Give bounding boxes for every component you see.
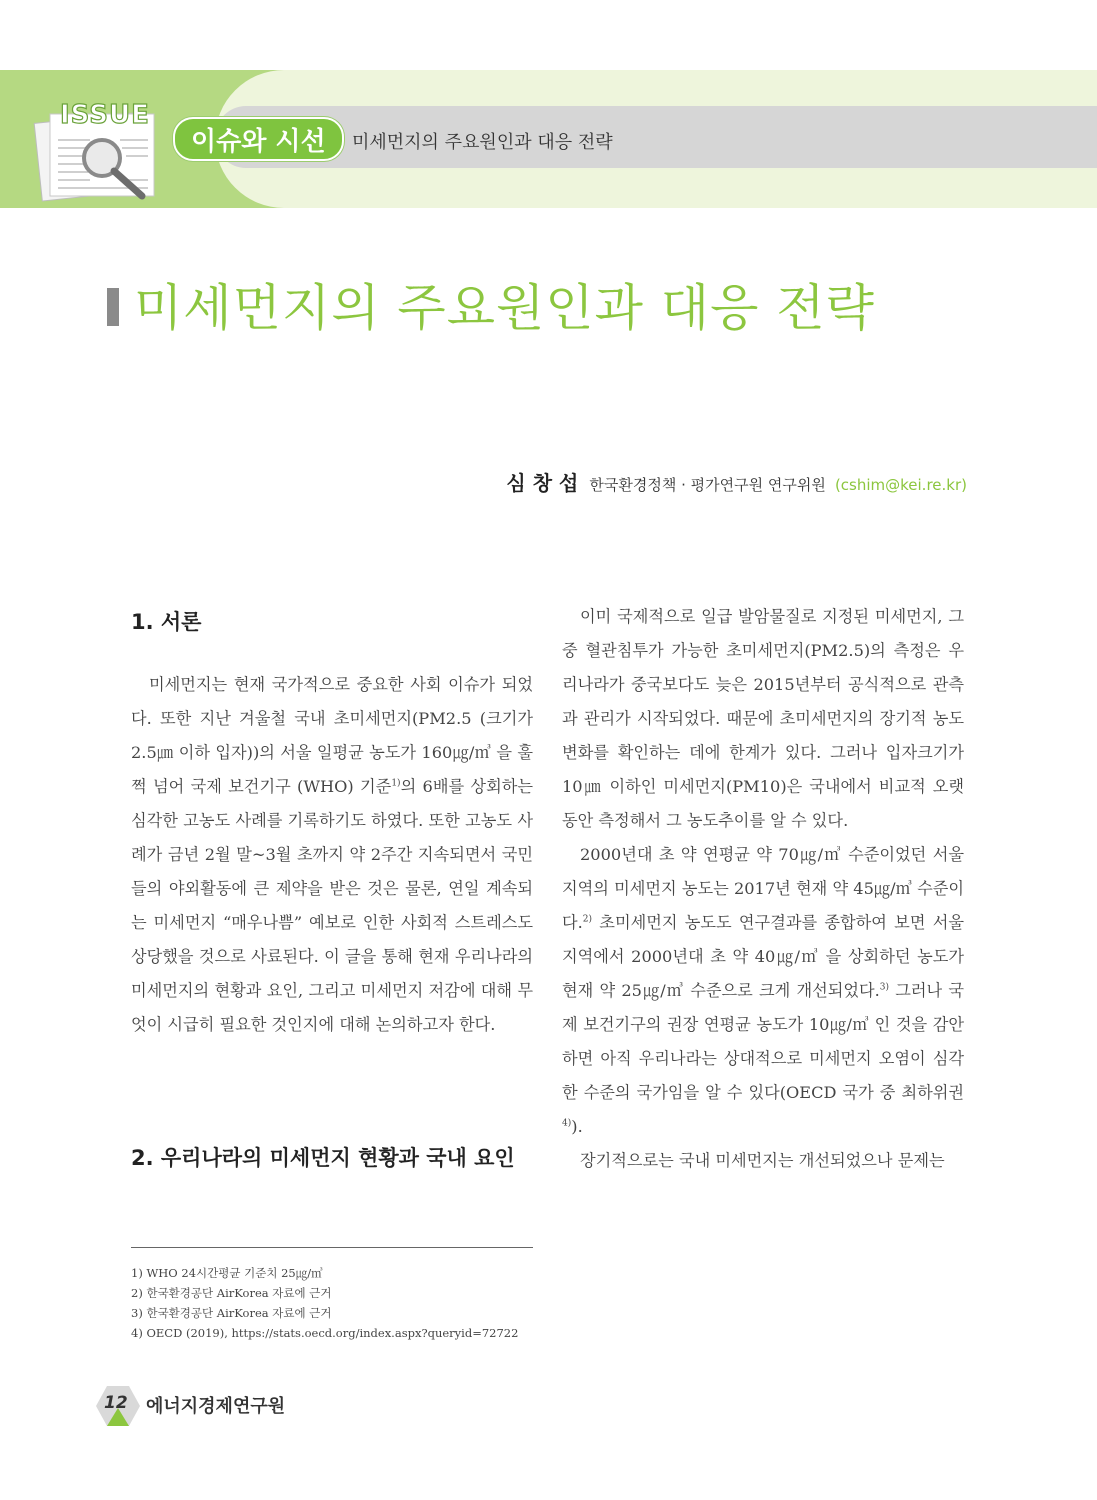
section-pill [173, 117, 344, 161]
paragraph: 장기적으로는 국내 미세먼지는 개선되었으나 문제는 [580, 1151, 945, 1170]
footnote-ref[interactable]: 3) [879, 982, 890, 993]
footnotes [131, 1263, 518, 1343]
article-title: 미세먼지의 주요원인과 대응 전략 [134, 279, 875, 337]
paragraph: 이미 국제적으로 일급 발암물질로 지정된 미세먼지, 그 중 혈관침투가 가능한 초미세먼지(PM2.5)의 측정은 우리나라가 중국보다도 늦은 2015년부터 공식적으로 관측과 관리가 시작되었다. 때문에 초미세먼지의 장기적 농도 변화를 확인하는 데에 한계가 있다. 그러나 입자크기가 10㎛ 이하인 미세먼지(PM10)은 국내에서 비교적 오랫동안 측정해서 그 농도추이를 알 수 있다. [562, 607, 964, 830]
left-column-body [131, 668, 533, 1042]
footnote-item: 2) 한국환경공단 AirKorea 자료에 근거 [131, 1286, 332, 1300]
header-gray-bar [215, 106, 1097, 168]
section-2-heading: 2. 우리나라의 미세먼지 현황과 국내 요인 [131, 1146, 515, 1170]
paragraph: 미세먼지는 현재 국가적으로 중요한 사회 이슈가 되었다. 또한 지난 겨울철 국내 초미세먼지(PM2.5 (크기가 2.5㎛ 이하 입자))의 서울 일평균 농도가 160㎍/㎥ 을 훌쩍 넘어 국제 보건기구 (WHO) 기준$^{1)}$의 6배를 상회하는 심각한 고농도 사례를 기록하기도 하였다. 또한 고농도 사례가 금년 2월 말~3월 초까지 약 2주간 지속되면서 국민들의 야외활동에 큰 제약을 받은 것은 물론, 연일 계속되는 미세먼지 “매우나쁨” 예보로 인한 사회적 스트레스도 상당했을 것으로 사료된다. 이 글을 통해 현재 우리나라의 미세먼지의 현황과 요인, 그리고 미세먼지 저감에 대해 무엇이 시급히 필요한 것인지에 대해 논의하고자 한다. [131, 675, 533, 1034]
footnote-ref[interactable]: 2) [582, 914, 593, 925]
footnote-ref[interactable]: 4) [562, 1118, 572, 1129]
footnote-item: 1) WHO 24시간평균 기준치 25㎍/㎥ [131, 1266, 323, 1280]
byline [506, 467, 967, 496]
right-column-body [562, 600, 964, 1178]
header-subtitle: 미세먼지의 주요원인과 대응 전략 [352, 132, 613, 153]
author-email[interactable]: (cshim@kei.re.kr) [834, 476, 967, 494]
section-1-heading: 1. 서론 [131, 610, 202, 634]
author-name: 심 창 섭 [506, 471, 579, 495]
title-accent-bar [107, 288, 119, 326]
footnote-item: 3) 한국환경공단 AirKorea 자료에 근거 [131, 1306, 332, 1320]
publication-name: 에너지경제연구원 [146, 1396, 286, 1417]
page-number: 12 [104, 1393, 128, 1413]
author-affiliation: 한국환경정책 · 평가연구원 연구위원 [589, 476, 826, 494]
footnote-divider [131, 1247, 533, 1248]
footnote-item[interactable]: 4) OECD (2019), https://stats.oecd.org/index.aspx?queryid=72722 [131, 1326, 519, 1340]
paragraph: 2000년대 초 약 연평균 약 70㎍/㎥ 수준이었던 서울지역의 미세먼지 농도는 2017년 현재 약 45㎍/㎥ 수준이다.$^{2)}$ 초미세먼지 농도도 연구결과를 종합하여 보면 서울지역에서 2000년대 초 약 40㎍/㎥ 을 상회하던 농도가 현재 약 25㎍/㎥ 수준으로 크게 개선되었다.$^{3)}$ 그러나 국제 보건기구의 권장 연평균 농도가 10㎍/㎥ 인 것을 감안하면 아직 우리나라는 상대적으로 미세먼지 오염이 심각한 수준의 국가임을 알 수 있다(OECD 국가 중 최하위권$^{4)}$). [562, 845, 964, 1136]
footnote-ref[interactable]: 1) [391, 778, 401, 789]
issue-label: ISSUE [60, 100, 150, 130]
section-label: 이슈와 시선 [191, 126, 326, 157]
header-band [0, 70, 1097, 208]
